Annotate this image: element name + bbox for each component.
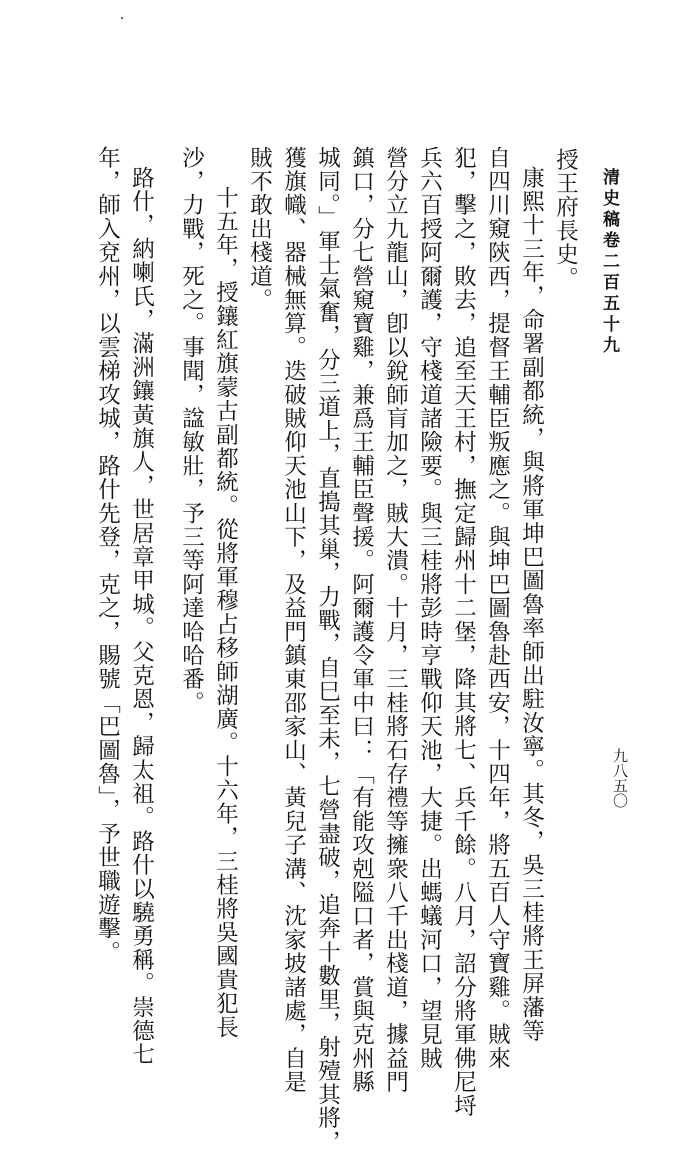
- text-column: 授王府長史。: [552, 148, 579, 291]
- text-column: 獲旗幟、器械無算。迭破賊仰天池山下，及益門鎮東邵家山、黃兒子溝、沈家坡諸處，自是: [280, 146, 307, 1094]
- text-column: 沙，力戰，死之。事聞，諡敏壯，予三等阿達哈哈番。: [178, 146, 205, 715]
- scan-speck: [121, 17, 123, 19]
- text-column: 城同。」軍士氣奮，分三道上，直搗其巢，力戰，自巳至未，七營盡破，追奔十數里，射殪其將，: [314, 146, 341, 1154]
- page-number: 九八五〇: [611, 748, 629, 808]
- text-column: 營分立九龍山，卽以銳師肓加之，賊大潰。十月，三桂將石存禮等擁衆八千出棧道，據益門: [382, 146, 409, 1094]
- text-column: 路什，納喇氏，滿洲鑲黃旗人，世居章甲城。父克恩，歸太祖。路什以驍勇稱。崇德七: [128, 166, 155, 1067]
- text-column: 鎮口，分七營窺寶雞，兼爲王輔臣聲援。阿爾護令軍中曰：「有能攻剋隘口者，賞與克州縣: [348, 146, 375, 1094]
- text-column: 犯，擊之，敗去，追至天王村，撫定歸州十二堡，降其將七、兵千餘。八月，詔分將軍佛尼埒: [450, 146, 477, 1118]
- text-column: 賊不敢出棧道。: [246, 146, 273, 312]
- text-column: 年，師入兗州，以雲梯攻城，路什先登，克之，賜號「巴圖魯」，予世職遊擊。: [94, 146, 121, 965]
- book-title: 清史稿卷二百五十九: [599, 168, 619, 357]
- text-column: 兵六百授阿爾護，守棧道諸險要。與三桂將彭時亨戰仰天池，大捷。出螞蟻河口，望見賊: [416, 146, 443, 1071]
- text-column: 康熙十三年，命署副都統，與將軍坤巴圖魯率師出駐汝寧。其冬，吳三桂將王屏藩等: [518, 166, 545, 1043]
- text-column: 十五年，授鑲紅旗蒙古副都統。從將軍穆占移師湖廣。十六年，三桂將吳國貴犯長: [212, 186, 239, 1040]
- text-column: 自四川窺陝西，提督王輔臣叛應之。與坤巴圖魯赴西安，十四年，將五百人守寶雞。賊來: [484, 146, 511, 1071]
